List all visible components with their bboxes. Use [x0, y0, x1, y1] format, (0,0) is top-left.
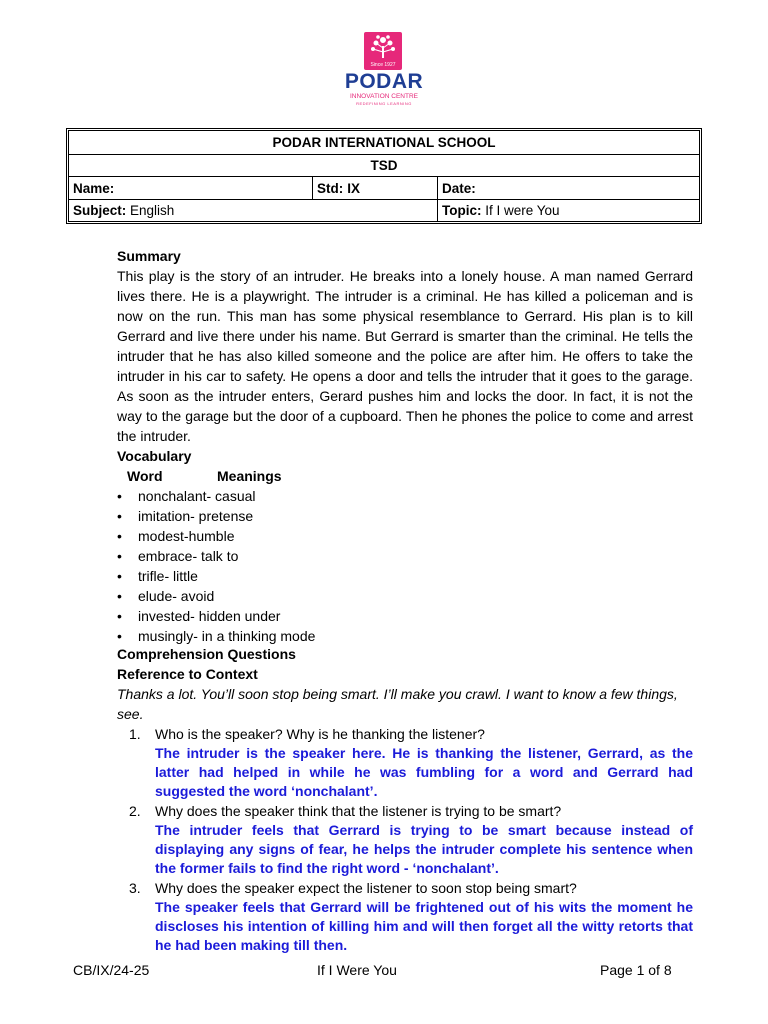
header-row-name: [69, 177, 699, 200]
question-text: Why does the speaker think that the listener is trying to be smart?: [155, 803, 562, 819]
logo-since-text: Since 1927: [370, 62, 396, 68]
reference-heading: Reference to Context: [117, 666, 258, 682]
subject-label: Subject:: [73, 203, 127, 218]
answer-text: The speaker feels that Gerrard will be frightened out of his wits the moment he discloses his intention of killing him and will then forget all the witty retorts that he had been making till then.: [155, 899, 693, 953]
header-row-school: [69, 131, 699, 155]
logo-emblem: [364, 32, 402, 70]
vocab-col-meaning: Meanings: [217, 468, 282, 484]
vocabulary-list: [117, 486, 693, 646]
date-cell: [438, 177, 699, 199]
vocab-col-word: Word: [127, 468, 163, 484]
list-item: • trifle- little: [117, 566, 693, 586]
std-value: IX: [347, 180, 361, 196]
question-item: [117, 724, 693, 801]
header-table: [66, 128, 702, 224]
header-row-doctype: [69, 155, 699, 177]
list-item: • musingly- in a thinking mode: [117, 626, 693, 646]
vocabulary-columns: [117, 466, 693, 486]
list-item: • invested- hidden under: [117, 606, 693, 626]
question-number: 1.: [129, 726, 141, 742]
vocabulary-heading: Vocabulary: [117, 448, 192, 464]
name-cell: [69, 177, 313, 199]
question-list: [117, 724, 693, 955]
question-item: [117, 801, 693, 878]
doc-type: TSD: [370, 158, 398, 173]
answer-text: The intruder feels that Gerrard is trying to be smart because instead of displaying any signs of fear, he helps the intruder complete his sentence when the former fails to find the right word - ‘nonchalant’.: [155, 822, 693, 876]
topic-cell: [438, 200, 699, 221]
question-text: Why does the speaker expect the listener to soon stop being smart?: [155, 880, 577, 896]
topic-value: If I were You: [481, 203, 560, 218]
list-item: • nonchalant- casual: [117, 486, 693, 506]
list-item: • imitation- pretense: [117, 506, 693, 526]
footer-page-number: Page 1 of 8: [600, 962, 672, 978]
topic-label: Topic:: [442, 203, 482, 218]
summary-heading: Summary: [117, 248, 181, 264]
question-item: [117, 878, 693, 955]
question-number: 3.: [129, 880, 141, 896]
footer-title: If I Were You: [317, 962, 397, 978]
std-cell: [313, 177, 438, 199]
logo-subtitle: INNOVATION CENTRE: [349, 93, 418, 100]
list-item: • modest-humble: [117, 526, 693, 546]
school-name: PODAR INTERNATIONAL SCHOOL: [272, 135, 496, 150]
std-label: Std:: [317, 180, 344, 196]
date-label: Date:: [442, 180, 476, 196]
logo-name: PODAR: [344, 70, 424, 93]
document-body: [117, 246, 693, 955]
header-row-subject: [69, 200, 699, 221]
tree-icon: [364, 32, 402, 62]
summary-text: This play is the story of an intruder. He breaks into a lonely house. A man named Gerrard lives there. He is a playwright. The intruder is a criminal. He has killed a policeman and is now on the run. This man has some physical resemblance to Gerrard. His plan is to kill Gerrard and live there under his name. But Gerrard is smarter than the criminal. He tells the intruder that he has also killed someone and the police are after him. He offers to take the intruder in his car to safety. He opens a door and tells the intruder that it goes to the garage. As soon as the intruder enters, Gerard pushes him and locks the door. In fact, it is not the way to the garage but the door of a cupboard. Then he phones the police to come and arrest the intruder.: [117, 268, 693, 444]
list-item: • embrace- talk to: [117, 546, 693, 566]
logo-tagline: REDEFINING LEARNING: [356, 101, 412, 106]
subject-value: English: [126, 203, 175, 218]
context-extract: Thanks a lot. You’ll soon stop being smart. I’ll make you crawl. I want to know a few things, see.: [117, 686, 678, 722]
school-logo: [328, 28, 440, 106]
list-item: • elude- avoid: [117, 586, 693, 606]
footer-code: CB/IX/24-25: [73, 962, 150, 978]
question-number: 2.: [129, 803, 141, 819]
subject-cell: [69, 200, 438, 221]
question-text: Who is the speaker? Why is he thanking the listener?: [155, 726, 485, 742]
answer-text: The intruder is the speaker here. He is thanking the listener, Gerrard, as the latter had helped in while he was fumbling for a word and Gerrard had suggested the word ‘nonchalant’.: [155, 745, 693, 799]
name-label: Name:: [73, 180, 115, 196]
comprehension-heading: Comprehension Questions: [117, 646, 296, 662]
